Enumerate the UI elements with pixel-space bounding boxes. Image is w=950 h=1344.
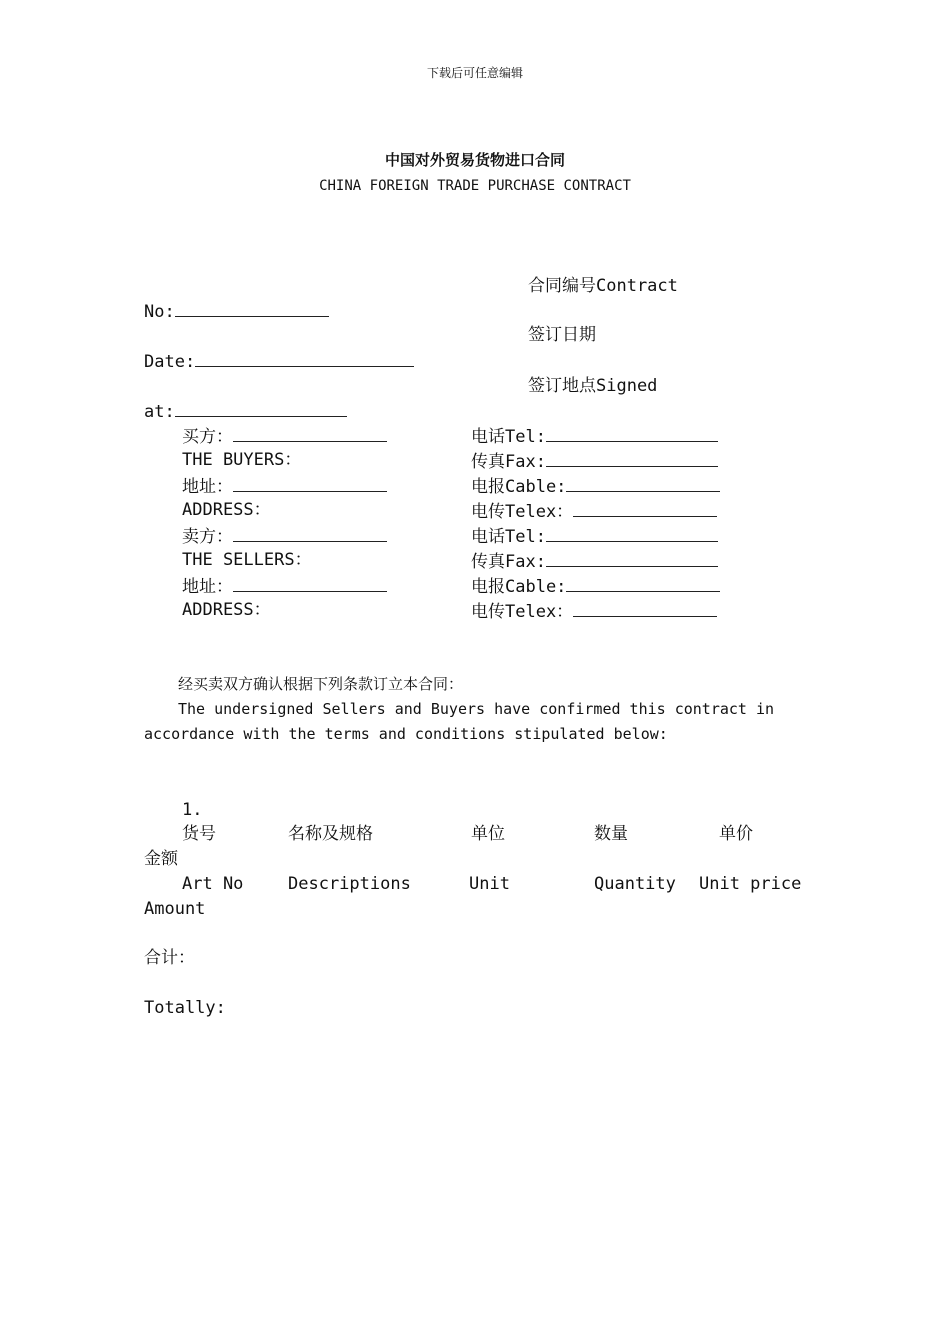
signed-at-line: at: [144,402,347,421]
contract-no-line: No: [144,302,329,321]
contract-number-label: 合同编号Contract [528,276,678,296]
header-art-no-cn: 货号 [182,824,216,844]
header-unit-en: Unit [469,874,510,894]
sellers-cable-field[interactable] [566,577,720,592]
intro-english-line1: The undersigned Sellers and Buyers have confirmed this contract in [178,700,775,718]
header-amount-cn: 金额 [144,849,178,869]
total-label-cn: 合计： [144,948,195,968]
header-quantity-en: Quantity [594,874,676,894]
date-field[interactable] [195,352,414,367]
buyers-telex-field[interactable] [573,502,717,517]
sellers-telex-line: 电传Telex： [471,602,717,621]
header-unit-price-en: Unit price [699,874,802,894]
sellers-fax-line: 传真Fax: [471,552,718,571]
header-description-cn: 名称及规格 [288,824,373,844]
buyers-label-en: THE BUYERS： [182,450,302,470]
sellers-field[interactable] [233,527,387,542]
buyers-cable-field[interactable] [566,477,720,492]
clause-number: 1. [182,800,203,820]
sellers-address-label-en: ADDRESS： [182,600,271,620]
header-note: 下载后可任意编辑 [426,66,523,80]
buyers-tel-field[interactable] [546,427,718,442]
intro-chinese: 经买卖双方确认根据下列条款订立本合同： [178,675,464,693]
contract-no-field[interactable] [175,302,329,317]
sellers-tel-field[interactable] [546,527,718,542]
buyers-address-field[interactable] [233,477,387,492]
buyers-field[interactable] [233,427,387,442]
sellers-fax-field[interactable] [546,552,718,567]
header-art-no-en: Art No [182,874,244,894]
total-label-en: Totally: [144,998,226,1018]
sellers-telex-field[interactable] [573,602,717,617]
header-unit-cn: 单位 [471,824,505,844]
sellers-tel-line: 电话Tel: [471,527,718,546]
buyers-fax-line: 传真Fax: [471,452,718,471]
buyers-label-cn: 买方： [182,427,387,446]
buyers-telex-line: 电传Telex： [471,502,717,521]
header-quantity-cn: 数量 [594,824,628,844]
header-unit-price-cn: 单价 [719,824,753,844]
title-english: CHINA FOREIGN TRADE PURCHASE CONTRACT [319,178,631,194]
title-chinese: 中国对外贸易货物进口合同 [384,151,565,169]
sellers-cable-line: 电报Cable: [471,577,720,596]
signed-at-field[interactable] [175,402,347,417]
buyers-address-label-en: ADDRESS： [182,500,271,520]
date-line: Date: [144,352,414,371]
header-amount-en: Amount [144,899,206,919]
signing-date-label: 签订日期 [528,325,596,345]
header-description-en: Descriptions [288,874,411,894]
buyers-address-label-cn: 地址： [182,477,387,496]
sellers-label-en: THE SELLERS： [182,550,312,570]
buyers-fax-field[interactable] [546,452,718,467]
sellers-address-label-cn: 地址： [182,577,387,596]
buyers-cable-line: 电报Cable: [471,477,720,496]
intro-english-line2: accordance with the terms and conditions stipulated below: [144,725,668,743]
buyers-tel-line: 电话Tel: [471,427,718,446]
sellers-address-field[interactable] [233,577,387,592]
signing-place-label: 签订地点Signed [528,376,658,396]
sellers-label-cn: 卖方： [182,527,387,546]
